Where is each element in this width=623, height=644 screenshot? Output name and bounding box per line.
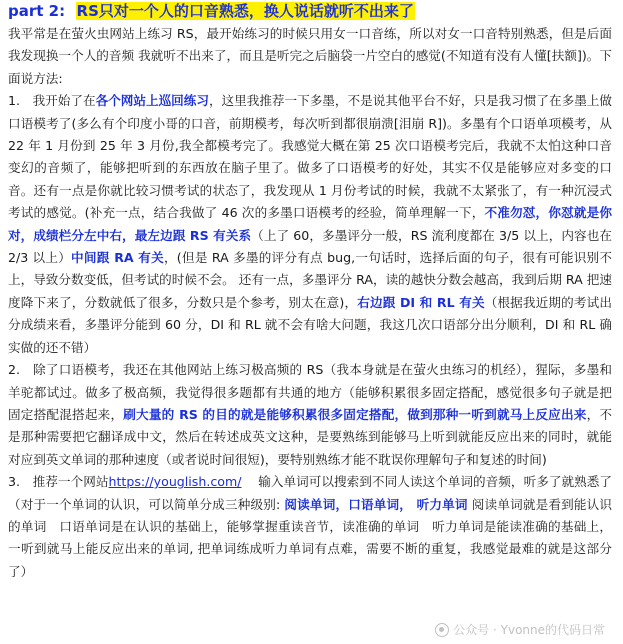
p1-bold-3: 中间跟 RA 有关 bbox=[71, 250, 164, 266]
p2-text-2: ，不是那种需要把它翻译成中文，然后在转述成英文这种，是要熟练到能够马上听到就能反应出来的同时，就能对应到英文单词的那种速度（或者说时间很短)，要特别熟练才能不耽误你理解句子和复述的时间) bbox=[8, 406, 612, 467]
watermark bbox=[435, 621, 605, 638]
paragraph-1 bbox=[8, 90, 612, 359]
youglish-link[interactable]: https://youglish.com/ bbox=[108, 474, 242, 490]
p1-text-5: （根据我近期的考试出分成绩来看，多墨评分能到 60 分，DI 和 RL 就不会有啥大问题，我这几次口语部分出分顺利，DI 和 RL 确实做的还不错） bbox=[8, 294, 612, 355]
intro-paragraph: 我平常是在萤火虫网站上练习 RS，最开始练习的时候只用女一口音练，所以对女一口音特别熟悉，但是后面我发现换一个人的音频 我就听不出来了，而且是听完之后脑袋一片空白的感觉(不知道有没有人懂[扶额])。下面说方法: bbox=[8, 26, 613, 86]
p1-bold-4: 右边跟 DI 和 RL 有关 bbox=[357, 294, 485, 310]
section-title-prefix: part 2: bbox=[8, 2, 66, 20]
p1-text-4: ，(但是 RA 多墨的评分有点 bug,一句话时，选择后面的句子，很有可能识别不上，导致分数变低，但考试的时候不会。 还有一点，多墨评分 RA，读的越快分数会越高，我到后期 RA 把速度降下来了，分数就低了很多，分数只是个参考，别太在意)， bbox=[8, 250, 612, 310]
section-title-highlight: RS只对一个人的口音熟悉，换人说话就听不出来了 bbox=[76, 2, 414, 20]
wechat-account-icon bbox=[435, 623, 449, 637]
paragraph-3 bbox=[8, 471, 612, 583]
watermark-text: 公众号 · Yvonne的代码日常 bbox=[453, 623, 605, 637]
p1-text-1: 1. 我开始了在 bbox=[8, 93, 96, 109]
p1-text-2: ，这里我推荐一下多墨，不是说其他平台不好，只是我习惯了在多墨上做口语模考了(多么有个印度小哥的口音，前期模考，每次听到都很崩溃[泪崩 R])。多墨有个口语单项模考，从 22 年 1 月份到 25 年 3 月份,我全都模考完了。我感觉大概在第 25 次口语模考完后，我就不太怕这种口音变幻的音频了，能够把听到的东西放在脑子里了。做多了口语模考的好处，其实不仅是能够应对多变的口音。还有一点是你就比较习惯考试的状态了，我发现从 1 月份考试的时候，我就不太紧张了，有一种沉浸式考试的感觉。(补充一点，结合我做了 46 次的多墨口语模考的经验，简单理解一下， bbox=[8, 93, 612, 221]
p3-bold-1: 阅读单词，口语单词， 听力单词 bbox=[284, 496, 468, 512]
p1-bold-1: 各个网站上巡回练习 bbox=[95, 93, 209, 109]
p3-text-1: 3. 推荐一个网站 bbox=[8, 474, 109, 490]
p2-text-1: 2. 除了口语模考，我还在其他网站上练习极高频的 RS（我本身就是在萤火虫练习的机经），猩际，多墨和羊驼都试过。做多了极高频，我觉得很多题都有共通的地方（能够积累很多固定搭配，感觉很多句子就是把固定搭配混搭起来， bbox=[8, 362, 612, 422]
p1-text-3: （上了 60，多墨评分一般，RS 流利度都在 3/5 以上，内容也在 2/3 以上） bbox=[8, 227, 612, 266]
p2-bold-1: 刷大量的 RS 的目的就是能够积累很多固定搭配，做到那种一听到就马上反应出来 bbox=[123, 406, 587, 422]
section-title bbox=[8, 0, 612, 22]
p1-bold-2: 不准勿怼，你怼就是你对，成绩栏分左中右，最左边跟 RS 有关系 bbox=[8, 205, 613, 243]
p3-text-3: 阅读单词就是看到能认识的单词 口语单词是在认识的基础上，能够掌握重读音节，读准确的单词 听力单词是能读准确的基础上，一听到就马上能反应出来的单词, 把单词练成听力单词有点难，需要不断的重复，我感觉最难的就是这部分了） bbox=[8, 496, 613, 579]
p3-text-2: 输入单词可以搜索到不同人读这个单词的音频，听多了就熟悉了（对于一个单词的认识，可以简单分成三种级别: bbox=[8, 474, 612, 512]
paragraph-2 bbox=[8, 359, 612, 471]
